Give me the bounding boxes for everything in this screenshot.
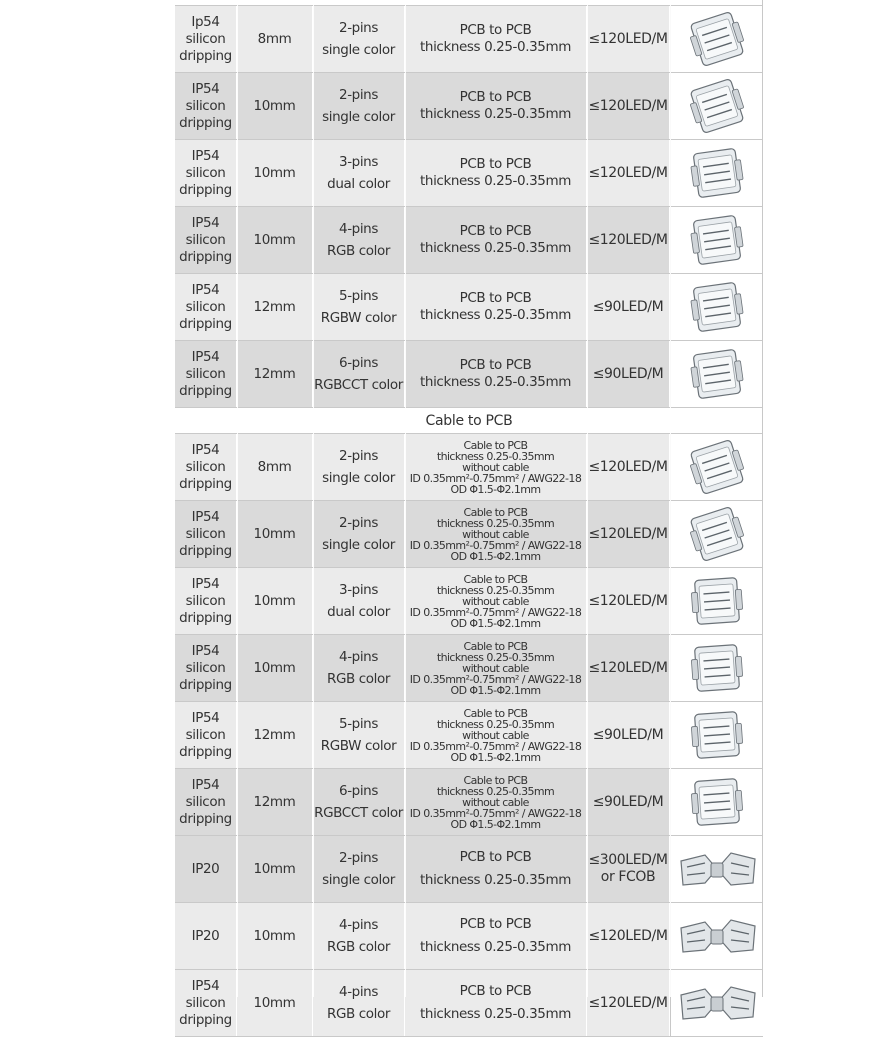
density-text: ≤120LED/M (588, 458, 668, 475)
protection-text: IP20 (191, 927, 220, 944)
density-text: ≤120LED/M (588, 97, 668, 114)
connection-text: thickness 0.25-0.35mm (420, 307, 571, 323)
density-text: ≤120LED/M (588, 525, 668, 542)
table-row (175, 635, 763, 702)
connection-text: thickness 0.25-0.35mm (420, 1006, 571, 1022)
protection-text: IP54 silicon (185, 642, 226, 676)
protection-text: dripping (179, 382, 232, 399)
protection-text: Ip54 silicon (185, 13, 226, 47)
flexible-connector-icon (675, 973, 759, 1033)
product-thumbnail (670, 836, 763, 902)
connection-text: Cable to PCB (463, 572, 528, 586)
connection-text: Cable to PCB (463, 438, 528, 452)
pins-cell (313, 836, 405, 902)
density-cell (587, 6, 670, 72)
width-cell (237, 341, 313, 407)
section-title: Cable to PCB (425, 412, 513, 429)
product-thumbnail (670, 568, 763, 634)
pins-cell (313, 6, 405, 72)
density-text: ≤120LED/M (588, 994, 668, 1011)
pins-text: RGBW color (320, 737, 397, 754)
table-row (175, 73, 763, 140)
table-right-border (762, 0, 763, 997)
connection-text: PCB to PCB (459, 849, 532, 865)
connection-cell (405, 207, 587, 273)
width-cell (237, 501, 313, 567)
width-text: 10mm (253, 525, 296, 542)
width-text: 10mm (253, 994, 296, 1011)
product-thumbnail (670, 341, 763, 407)
protection-cell (175, 274, 237, 340)
protection-text: IP54 silicon (185, 508, 226, 542)
connection-text: ID 0.35mm²-0.75mm² / AWG22-18 (409, 672, 582, 686)
product-thumbnail (670, 769, 763, 835)
pins-text: 4-pins (339, 220, 378, 237)
flexible-connector-icon (675, 906, 759, 966)
connection-text: thickness 0.25-0.35mm (436, 650, 555, 664)
pins-text: 3-pins (339, 581, 378, 598)
density-text: ≤120LED/M (588, 231, 668, 248)
connection-text: PCB to PCB (459, 89, 532, 105)
density-cell (587, 341, 670, 407)
density-text: ≤90LED/M (592, 726, 664, 743)
protection-cell (175, 501, 237, 567)
straight-connector-icon (682, 638, 752, 698)
density-cell (587, 73, 670, 139)
density-text: ≤120LED/M (588, 927, 668, 944)
table-row (175, 903, 763, 970)
protection-cell (175, 970, 237, 1036)
connection-text: without cable (462, 460, 529, 474)
connection-text: OD Φ1.5-Φ2.1mm (450, 750, 541, 764)
product-thumbnail (670, 140, 763, 206)
connection-cell (405, 970, 587, 1036)
connection-cell (405, 769, 587, 835)
connection-text: thickness 0.25-0.35mm (436, 583, 555, 597)
table-row (175, 434, 763, 501)
pins-text: 6-pins (339, 782, 378, 799)
connection-text: thickness 0.25-0.35mm (420, 872, 571, 888)
width-cell (237, 970, 313, 1036)
protection-text: dripping (179, 181, 232, 198)
pins-text: RGB color (326, 670, 391, 687)
product-thumbnail (670, 274, 763, 340)
protection-cell (175, 341, 237, 407)
pins-text: 2-pins (339, 447, 378, 464)
table-row (175, 6, 763, 73)
density-text: ≤120LED/M (588, 592, 668, 609)
protection-cell (175, 73, 237, 139)
product-thumbnail (670, 434, 763, 500)
density-text: ≤90LED/M (592, 365, 664, 382)
straight-connector-icon (682, 210, 752, 270)
pins-text: 5-pins (339, 715, 378, 732)
density-text: ≤120LED/M (588, 164, 668, 181)
pins-cell (313, 568, 405, 634)
pins-text: dual color (327, 175, 390, 192)
width-text: 10mm (253, 164, 296, 181)
straight-connector-icon (682, 504, 752, 564)
connection-text: PCB to PCB (459, 357, 532, 373)
protection-text: IP54 silicon (185, 575, 226, 609)
connection-cell (405, 903, 587, 969)
connection-cell (405, 274, 587, 340)
pins-text: RGB color (326, 1005, 391, 1022)
protection-text: IP54 silicon (185, 281, 226, 315)
width-cell (237, 140, 313, 206)
pins-text: RGBCCT color (314, 804, 403, 821)
pins-text: RGB color (326, 242, 391, 259)
width-text: 10mm (253, 927, 296, 944)
protection-text: IP54 silicon (185, 80, 226, 114)
pins-text: 4-pins (339, 648, 378, 665)
connection-text: OD Φ1.5-Φ2.1mm (450, 683, 541, 697)
pins-text: dual color (327, 603, 390, 620)
pins-text: 3-pins (339, 153, 378, 170)
connection-text: PCB to PCB (459, 916, 532, 932)
table-row (175, 501, 763, 568)
density-cell (587, 903, 670, 969)
connection-cell (405, 6, 587, 72)
connection-text: OD Φ1.5-Φ2.1mm (450, 549, 541, 563)
pins-text: 4-pins (339, 916, 378, 933)
pins-cell (313, 274, 405, 340)
density-cell (587, 501, 670, 567)
column-divider (670, 0, 671, 997)
width-cell (237, 73, 313, 139)
connection-text: without cable (462, 527, 529, 541)
table-row (175, 207, 763, 274)
pins-cell (313, 341, 405, 407)
protection-text: dripping (179, 248, 232, 265)
density-cell (587, 836, 670, 902)
pins-cell (313, 140, 405, 206)
product-thumbnail (670, 635, 763, 701)
connection-text: PCB to PCB (459, 22, 532, 38)
protection-cell (175, 836, 237, 902)
protection-cell (175, 207, 237, 273)
protection-text: dripping (179, 743, 232, 760)
density-cell (587, 434, 670, 500)
density-cell (587, 207, 670, 273)
connection-text: ID 0.35mm²-0.75mm² / AWG22-18 (409, 471, 582, 485)
density-cell (587, 970, 670, 1036)
width-text: 10mm (253, 592, 296, 609)
pins-cell (313, 702, 405, 768)
protection-cell (175, 140, 237, 206)
connection-text: PCB to PCB (459, 223, 532, 239)
pins-text: 2-pins (339, 86, 378, 103)
column-divider (313, 0, 314, 997)
width-cell (237, 274, 313, 340)
column-divider (405, 0, 406, 997)
width-text: 10mm (253, 97, 296, 114)
density-cell (587, 769, 670, 835)
straight-connector-icon (682, 344, 752, 404)
straight-connector-icon (682, 277, 752, 337)
density-cell (587, 274, 670, 340)
product-thumbnail (670, 970, 763, 1036)
width-cell (237, 207, 313, 273)
connection-cell (405, 434, 587, 500)
protection-cell (175, 702, 237, 768)
connection-text: without cable (462, 728, 529, 742)
pins-text: 2-pins (339, 514, 378, 531)
column-divider (237, 0, 238, 997)
pins-cell (313, 903, 405, 969)
protection-text: IP54 silicon (185, 348, 226, 382)
protection-text: dripping (179, 114, 232, 131)
density-text: ≤90LED/M (592, 793, 664, 810)
connection-text: thickness 0.25-0.35mm (420, 39, 571, 55)
connection-cell (405, 836, 587, 902)
pins-text: RGBCCT color (314, 376, 403, 393)
pins-text: 2-pins (339, 849, 378, 866)
protection-text: dripping (179, 1011, 232, 1028)
straight-connector-icon (682, 143, 752, 203)
density-cell (587, 702, 670, 768)
table-row (175, 341, 763, 408)
pins-text: single color (322, 536, 395, 553)
connection-cell (405, 635, 587, 701)
table-row (175, 274, 763, 341)
protection-text: dripping (179, 676, 232, 693)
protection-text: dripping (179, 810, 232, 827)
connection-text: Cable to PCB (463, 639, 528, 653)
pins-text: single color (322, 469, 395, 486)
density-text: or FCOB (600, 869, 656, 885)
pins-text: single color (322, 108, 395, 125)
table-row (175, 970, 763, 1037)
width-text: 12mm (253, 365, 296, 382)
density-text: ≤120LED/M (588, 30, 668, 47)
width-cell (237, 702, 313, 768)
protection-cell (175, 903, 237, 969)
pins-cell (313, 970, 405, 1036)
width-text: 12mm (253, 726, 296, 743)
protection-text: dripping (179, 475, 232, 492)
straight-connector-icon (682, 705, 752, 765)
connection-text: PCB to PCB (459, 983, 532, 999)
protection-text: dripping (179, 47, 232, 64)
width-cell (237, 836, 313, 902)
straight-connector-icon (682, 772, 752, 832)
width-text: 8mm (257, 30, 292, 47)
connection-text: thickness 0.25-0.35mm (436, 516, 555, 530)
pins-cell (313, 434, 405, 500)
protection-text: dripping (179, 315, 232, 332)
pins-cell (313, 501, 405, 567)
width-text: 12mm (253, 298, 296, 315)
product-thumbnail (670, 6, 763, 72)
width-cell (237, 6, 313, 72)
table-row (175, 702, 763, 769)
connection-text: without cable (462, 661, 529, 675)
connection-text: Cable to PCB (463, 505, 528, 519)
straight-connector-icon (682, 76, 752, 136)
connection-text: OD Φ1.5-Φ2.1mm (450, 616, 541, 630)
connection-cell (405, 73, 587, 139)
connection-text: thickness 0.25-0.35mm (420, 106, 571, 122)
protection-text: IP54 silicon (185, 147, 226, 181)
connection-cell (405, 501, 587, 567)
connection-cell (405, 702, 587, 768)
protection-text: dripping (179, 609, 232, 626)
width-cell (237, 903, 313, 969)
pins-cell (313, 769, 405, 835)
density-text: ≤300LED/M (588, 852, 668, 868)
connection-text: PCB to PCB (459, 290, 532, 306)
connection-text: OD Φ1.5-Φ2.1mm (450, 482, 541, 496)
connection-text: ID 0.35mm²-0.75mm² / AWG22-18 (409, 739, 582, 753)
connection-text: Cable to PCB (463, 706, 528, 720)
section-header (175, 408, 763, 434)
table-row (175, 568, 763, 635)
density-text: ≤90LED/M (592, 298, 664, 315)
protection-text: dripping (179, 542, 232, 559)
protection-cell (175, 568, 237, 634)
connection-text: ID 0.35mm²-0.75mm² / AWG22-18 (409, 538, 582, 552)
protection-text: IP54 silicon (185, 709, 226, 743)
width-text: 10mm (253, 231, 296, 248)
density-cell (587, 635, 670, 701)
width-text: 10mm (253, 860, 296, 877)
protection-cell (175, 769, 237, 835)
product-thumbnail (670, 207, 763, 273)
connection-text: thickness 0.25-0.35mm (420, 374, 571, 390)
protection-text: IP54 silicon (185, 214, 226, 248)
width-text: 10mm (253, 659, 296, 676)
protection-text: IP54 silicon (185, 776, 226, 810)
pins-cell (313, 635, 405, 701)
connection-text: thickness 0.25-0.35mm (436, 717, 555, 731)
connection-text: thickness 0.25-0.35mm (436, 449, 555, 463)
protection-cell (175, 635, 237, 701)
pins-text: single color (322, 871, 395, 888)
product-thumbnail (670, 73, 763, 139)
pins-text: RGB color (326, 938, 391, 955)
connection-text: PCB to PCB (459, 156, 532, 172)
connection-text: Cable to PCB (463, 773, 528, 787)
column-divider (587, 0, 588, 997)
protection-cell (175, 6, 237, 72)
connection-cell (405, 568, 587, 634)
pins-text: single color (322, 41, 395, 58)
connection-text: OD Φ1.5-Φ2.1mm (450, 817, 541, 831)
product-thumbnail (670, 903, 763, 969)
pins-text: 5-pins (339, 287, 378, 304)
width-cell (237, 769, 313, 835)
density-cell (587, 140, 670, 206)
connection-text: thickness 0.25-0.35mm (436, 784, 555, 798)
protection-text: IP54 silicon (185, 441, 226, 475)
product-thumbnail (670, 702, 763, 768)
connection-text: without cable (462, 594, 529, 608)
connection-text: without cable (462, 795, 529, 809)
connection-text: ID 0.35mm²-0.75mm² / AWG22-18 (409, 605, 582, 619)
table-row (175, 769, 763, 836)
flexible-connector-icon (675, 839, 759, 899)
density-text: ≤120LED/M (588, 659, 668, 676)
straight-connector-icon (682, 9, 752, 69)
protection-cell (175, 434, 237, 500)
connection-text: thickness 0.25-0.35mm (420, 240, 571, 256)
straight-connector-icon (682, 437, 752, 497)
width-text: 8mm (257, 458, 292, 475)
density-cell (587, 568, 670, 634)
width-cell (237, 635, 313, 701)
connection-text: thickness 0.25-0.35mm (420, 939, 571, 955)
pins-cell (313, 73, 405, 139)
connection-cell (405, 341, 587, 407)
protection-text: IP54 silicon (185, 977, 226, 1011)
pins-text: 4-pins (339, 983, 378, 1000)
pins-text: RGBW color (320, 309, 397, 326)
table-row (175, 836, 763, 903)
spec-table (175, 0, 763, 1028)
width-text: 12mm (253, 793, 296, 810)
width-cell (237, 434, 313, 500)
straight-connector-icon (682, 571, 752, 631)
connection-cell (405, 140, 587, 206)
connection-text: thickness 0.25-0.35mm (420, 173, 571, 189)
table-row (175, 140, 763, 207)
pins-text: 6-pins (339, 354, 378, 371)
pins-cell (313, 207, 405, 273)
width-cell (237, 568, 313, 634)
product-thumbnail (670, 501, 763, 567)
protection-text: IP20 (191, 860, 220, 877)
connection-text: ID 0.35mm²-0.75mm² / AWG22-18 (409, 806, 582, 820)
pins-text: 2-pins (339, 19, 378, 36)
